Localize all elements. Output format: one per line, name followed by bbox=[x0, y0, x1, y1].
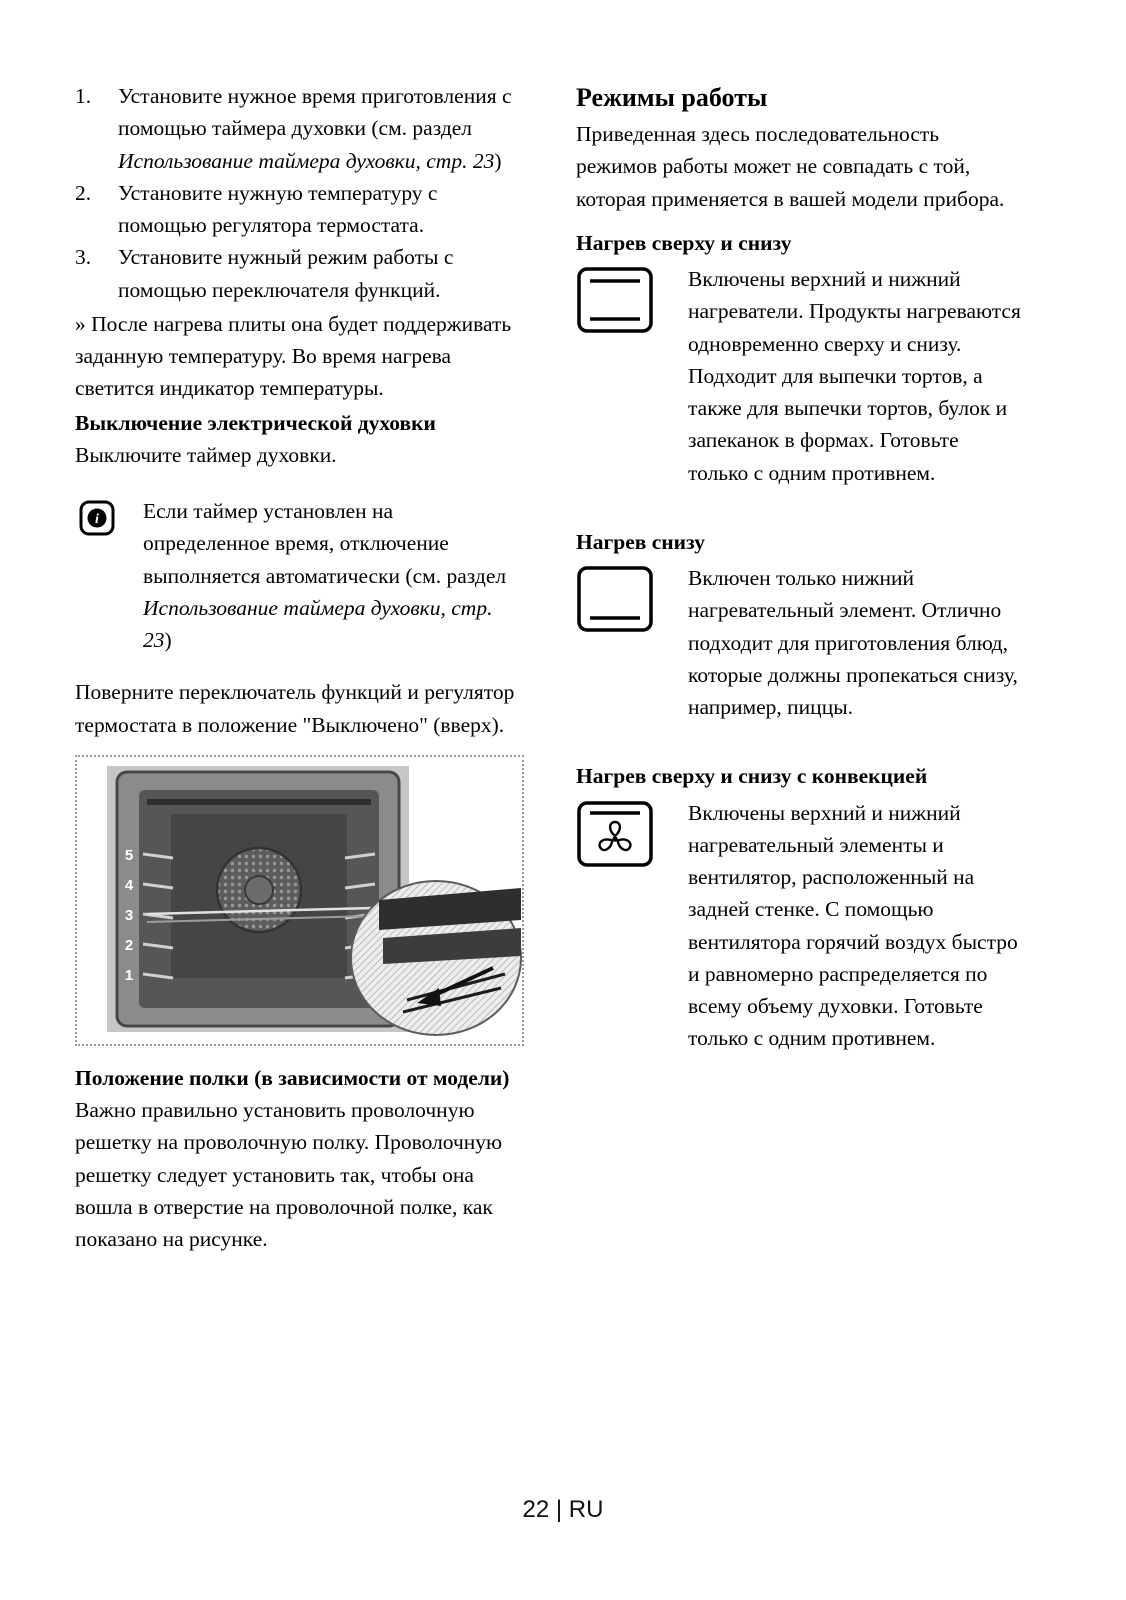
turn-off-instruction: Поверните переключатель функций и регулятор термостата в положение "Выключено" (вверх). bbox=[75, 680, 515, 737]
mode-body bbox=[576, 797, 1022, 1055]
top-bottom-convection-icon bbox=[576, 797, 656, 1055]
oven-mode-top-bottom-convection bbox=[576, 760, 1022, 1054]
rack-detail-magnifier bbox=[351, 881, 521, 1035]
step-item-2 bbox=[75, 177, 524, 242]
numbered-steps bbox=[75, 80, 524, 306]
shelf-position-heading: Положение полки (в зависимости от модели) bbox=[75, 1065, 510, 1090]
shelf-number-3: 3 bbox=[124, 906, 134, 924]
section-intro: Приведенная здесь последовательность режимов работы может не совпадать с той, которая применяется в вашей модели прибора. bbox=[576, 122, 1005, 211]
shelf-number-1: 1 bbox=[124, 966, 134, 984]
page-number: 22 | RU bbox=[522, 1496, 604, 1523]
mode-body bbox=[576, 263, 1022, 489]
step-text bbox=[118, 80, 524, 177]
step-number: 2. bbox=[75, 180, 92, 205]
switch-off-heading: Выключение электрической духовки bbox=[75, 410, 436, 435]
svg-text:i: i bbox=[95, 512, 99, 527]
info-icon bbox=[79, 500, 115, 656]
oven-mode-bottom bbox=[576, 526, 1022, 724]
bottom-heat-icon bbox=[576, 562, 656, 723]
note-text-part: Если таймер установлен на определенное время, отключение выполняется автоматически (см. раздел bbox=[143, 499, 507, 588]
shelf-number-4: 4 bbox=[124, 876, 134, 894]
right-column bbox=[576, 80, 1022, 1255]
step-item-1 bbox=[75, 80, 524, 177]
mode-description: Включен только нижний нагревательный элемент. Отлично подходит для приготовления блюд, которые должны пропекаться снизу, например, пиццы. bbox=[688, 566, 1018, 720]
step-text-italic: Использование таймера духовки, стр. 23 bbox=[118, 148, 495, 173]
fan-blades bbox=[598, 822, 632, 852]
mode-description: Включены верхний и нижний нагреватели. Продукты нагреваются одновременно сверху и снизу. Подходит для выпечки тортов, а также для выпечки тортов, булок и запеканок в формах. Готовьте только с одним противнем. bbox=[688, 267, 1021, 485]
page-footer bbox=[0, 1492, 1126, 1528]
after-heating-note: » После нагрева плиты она будет поддерживать заданную температуру. Во время нагрева светится индикатор температуры. bbox=[75, 311, 512, 401]
note-text-italic: Использование таймера духовки, стр. 23 bbox=[143, 595, 493, 652]
step-text bbox=[118, 177, 524, 242]
mode-description: Включены верхний и нижний нагревательный элементы и вентилятор, расположенный на задней стенке. С помощью вентилятора горячий воздух быстро и равномерно распределяется по всему объему духовки. Готовьте только с одним противнем. bbox=[688, 800, 1018, 1051]
mode-heading: Нагрев сверху и снизу bbox=[576, 230, 792, 255]
shelf-number-5: 5 bbox=[124, 846, 134, 864]
step-number: 3. bbox=[75, 245, 92, 270]
switch-off-text: Выключите таймер духовки. bbox=[75, 442, 337, 467]
mode-heading: Нагрев снизу bbox=[576, 529, 705, 554]
shelf-position-text: Важно правильно установить проволочную решетку на проволочную полку. Проволочную решетку следует установить так, чтобы она вошла в отверстие на проволочной полке, как показано на рисунке. bbox=[75, 1098, 503, 1251]
info-note bbox=[75, 495, 524, 656]
step-item-3 bbox=[75, 241, 524, 306]
shelf-number-2: 2 bbox=[124, 936, 134, 954]
left-column bbox=[75, 80, 524, 1255]
top-bottom-heat-icon bbox=[576, 263, 656, 489]
step-text-part: ) bbox=[494, 148, 502, 173]
step-text-part: Установите нужное время приготовления с помощью таймера духовки (см. раздел bbox=[118, 84, 512, 141]
info-icon-graphic bbox=[79, 500, 115, 536]
mode-body bbox=[576, 562, 1022, 723]
oven-interior-illustration bbox=[89, 762, 522, 1040]
oven-shelf-figure bbox=[75, 755, 524, 1046]
mode-heading: Нагрев сверху и снизу с конвекцией bbox=[576, 764, 928, 789]
info-note-text bbox=[143, 495, 524, 656]
section-title: Режимы работы bbox=[576, 83, 768, 112]
step-text-part: Установите нужную температуру с помощью регулятора термостата. bbox=[118, 180, 438, 237]
step-text bbox=[118, 241, 524, 306]
step-text-part: Установите нужный режим работы с помощью переключателя функций. bbox=[118, 245, 454, 302]
oven-mode-top-bottom bbox=[576, 227, 1022, 489]
step-number: 1. bbox=[75, 84, 92, 108]
note-text-part: ) bbox=[164, 628, 172, 652]
